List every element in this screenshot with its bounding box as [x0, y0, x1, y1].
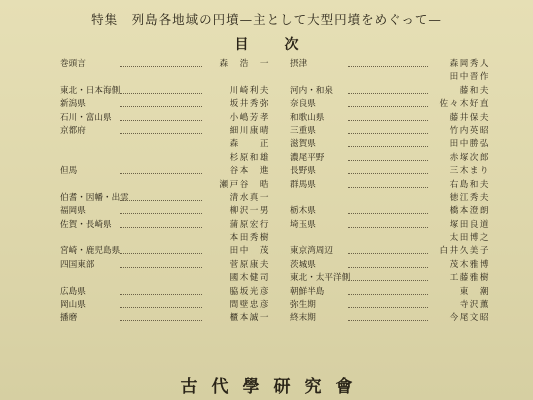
toc-entry-author: 國木健司: [229, 273, 270, 284]
toc-entry: [60, 205, 270, 218]
toc-entry-author: 坂井秀弥: [229, 99, 270, 110]
toc-entry: [290, 192, 490, 205]
toc-entry-author: 川崎利夫: [229, 85, 270, 96]
toc-entry-author: 脇坂光彦: [229, 286, 270, 297]
toc-entry-author: 櫃本誠一: [229, 313, 270, 324]
toc-entry: [290, 165, 490, 178]
dotted-leader: [120, 173, 202, 174]
toc-entry: [290, 286, 490, 299]
toc-entry-author: 柳沢一男: [229, 206, 270, 217]
dotted-leader: [348, 66, 428, 67]
toc-entry: [290, 58, 490, 71]
toc-entry-author: 東 潮: [459, 286, 490, 297]
toc-entry-region: 京都府: [60, 125, 86, 136]
toc-entry: [290, 112, 490, 125]
dotted-leader: [348, 307, 428, 308]
dotted-leader: [120, 106, 202, 107]
toc-entry-author: 杉原和雄: [229, 152, 270, 163]
toc-entry-region: 終末期: [290, 313, 316, 324]
dotted-leader: [120, 294, 202, 295]
dotted-leader: [120, 120, 202, 121]
toc-entry: [290, 85, 490, 98]
toc-entry: [290, 125, 490, 138]
toc-entry: [290, 179, 490, 192]
toc-entry: [60, 179, 270, 192]
toc-entry-author: 細川康晴: [229, 125, 270, 136]
toc-entry-author: 田中晋作: [449, 72, 490, 83]
dotted-leader: [120, 200, 202, 201]
toc-entry-author: 赤塚次郎: [449, 152, 490, 163]
toc-entry-region: 宮崎・鹿児島県: [60, 246, 121, 257]
toc-entry-author: 太田博之: [449, 233, 490, 244]
toc-entry-region: 弥生期: [290, 300, 316, 311]
toc-entry-region: 濃尾平野: [290, 152, 325, 163]
toc-entry: [290, 152, 490, 165]
toc-entry: [60, 165, 270, 178]
toc-entry-region: 栃木県: [290, 206, 316, 217]
toc-entry: [60, 286, 270, 299]
toc-entry-author: 塚田良道: [449, 219, 490, 230]
toc-entry: [290, 219, 490, 232]
toc-entry-author: 小嶋芳孝: [229, 112, 270, 123]
toc-entry-author: 工藤雅樹: [449, 273, 490, 284]
toc-entry-author: 藤和夫: [459, 85, 490, 96]
toc-entry: [290, 245, 490, 258]
toc-entry-author: 佐々木好直: [439, 99, 490, 110]
dotted-leader: [348, 227, 428, 228]
toc-entry: [290, 259, 490, 272]
toc-entry-region: 石川・富山県: [60, 112, 112, 123]
dotted-leader: [348, 280, 428, 281]
dotted-leader: [120, 66, 202, 67]
dotted-leader: [348, 146, 428, 147]
toc-entry: [60, 192, 270, 205]
toc-entry-author: 徳江秀夫: [449, 192, 490, 203]
toc-entry-author: 田中勝弘: [449, 139, 490, 150]
toc-entry: [60, 58, 270, 71]
dotted-leader: [348, 320, 428, 321]
dotted-leader: [120, 267, 202, 268]
toc-entry-author: 森岡秀人: [449, 59, 490, 69]
toc-entry-region: 但馬: [60, 166, 78, 177]
toc-entry: [60, 299, 270, 312]
toc-entry-author: 寺沢薫: [459, 300, 490, 311]
toc-entry: [60, 71, 270, 84]
toc-entry-region: 福岡県: [60, 206, 86, 217]
toc-entry-region: 佐賀・長崎県: [60, 219, 112, 230]
toc-entry-region: 茨城県: [290, 259, 316, 270]
toc-left-column: [60, 58, 270, 326]
toc-entry-region: 摂津: [290, 59, 308, 69]
toc-entry: [290, 272, 490, 285]
dotted-leader: [120, 133, 202, 134]
toc-entry-author: 清水真一: [229, 192, 270, 203]
dotted-leader: [348, 93, 428, 94]
toc-entry: [290, 299, 490, 312]
toc-entry-author: 右島和夫: [449, 179, 490, 190]
toc-entry-region: 朝鮮半島: [290, 286, 325, 297]
publisher-name: 古代學研究會: [180, 377, 367, 397]
dotted-leader: [348, 173, 428, 174]
toc-entry: [60, 85, 270, 98]
toc-entry: [60, 138, 270, 151]
toc-entry-author: 森 浩 一: [219, 59, 270, 69]
dotted-leader: [120, 253, 202, 254]
dotted-leader: [348, 187, 428, 188]
dotted-leader: [120, 213, 202, 214]
toc-entry-region: 東北・日本海側: [60, 85, 121, 96]
toc-entry: [60, 245, 270, 258]
toc-entry-author: 間壁忠彦: [229, 300, 270, 311]
special-feature-subtitle: 特集 列島各地域の円墳—主として大型円墳をめぐって—: [91, 12, 442, 27]
dotted-leader: [120, 227, 202, 228]
toc-entry-author: 瀬戸谷 晧: [219, 179, 270, 190]
dotted-leader: [348, 267, 428, 268]
toc-entry-author: 茂木雅博: [449, 259, 490, 270]
toc-entry: [60, 219, 270, 232]
toc-entry: [290, 71, 490, 84]
toc-entry-region: 新潟県: [60, 99, 86, 110]
toc-entry-region: 四国東部: [60, 259, 95, 270]
toc-entry: [60, 125, 270, 138]
toc-entry-author: 本田秀樹: [229, 233, 270, 244]
toc-entry: [290, 98, 490, 111]
dotted-leader: [348, 120, 428, 121]
toc-entry: [290, 205, 490, 218]
dotted-leader: [348, 213, 428, 214]
toc-entry-region: 伯耆・因幡・出雲: [60, 192, 129, 203]
toc-entry-author: 森 正: [229, 139, 270, 150]
toc-entry-author: 竹内英昭: [449, 125, 490, 136]
toc-entry: [60, 259, 270, 272]
table-of-contents-heading: 目次: [234, 37, 335, 53]
toc-entry-region: 東京湾周辺: [290, 246, 333, 257]
toc-entry-region: 群馬県: [290, 179, 316, 190]
dotted-leader: [348, 106, 428, 107]
dotted-leader: [348, 253, 428, 254]
toc-entry-region: 滋賀県: [290, 139, 316, 150]
toc-entry-author: 蒲原宏行: [229, 219, 270, 230]
toc-entry-region: 東北・太平洋側: [290, 273, 351, 284]
dotted-leader: [120, 93, 202, 94]
toc-entry-author: 橋本澄朗: [449, 206, 490, 217]
toc-entry-region: 巻頭言: [60, 59, 86, 69]
toc-entry-region: 和歌山県: [290, 112, 325, 123]
dotted-leader: [348, 294, 428, 295]
dotted-leader: [120, 307, 202, 308]
toc-entry: [60, 152, 270, 165]
dotted-leader: [348, 133, 428, 134]
toc-entry-region: 埼玉県: [290, 219, 316, 230]
dotted-leader: [120, 320, 202, 321]
toc-entry-author: 菅原康夫: [229, 259, 270, 270]
toc-entry-author: 今尾文昭: [449, 313, 490, 324]
toc-entry: [60, 112, 270, 125]
toc-entry: [290, 232, 490, 245]
toc-entry-region: 播磨: [60, 313, 78, 324]
toc-entry-author: 三木まり: [449, 166, 490, 177]
toc-entry-author: 谷本 進: [229, 166, 270, 177]
toc-entry-region: 長野県: [290, 166, 316, 177]
toc-entry-author: 藤井保夫: [449, 112, 490, 123]
toc-entry: [60, 232, 270, 245]
toc-entry-region: 奈良県: [290, 99, 316, 110]
toc-entry: [290, 138, 490, 151]
toc-entry: [60, 272, 270, 285]
toc-entry: [290, 312, 490, 325]
toc-entry-region: 三重県: [290, 125, 316, 136]
toc-entry: [60, 98, 270, 111]
toc-entry-region: 広島県: [60, 286, 86, 297]
toc-entry-region: 岡山県: [60, 300, 86, 311]
dotted-leader: [348, 160, 428, 161]
toc-right-column: [290, 58, 490, 326]
toc-entry: [60, 312, 270, 325]
toc-entry-author: 白井久美子: [439, 246, 490, 257]
toc-entry-author: 田中 茂: [229, 246, 270, 257]
toc-entry-region: 河内・和泉: [290, 85, 333, 96]
